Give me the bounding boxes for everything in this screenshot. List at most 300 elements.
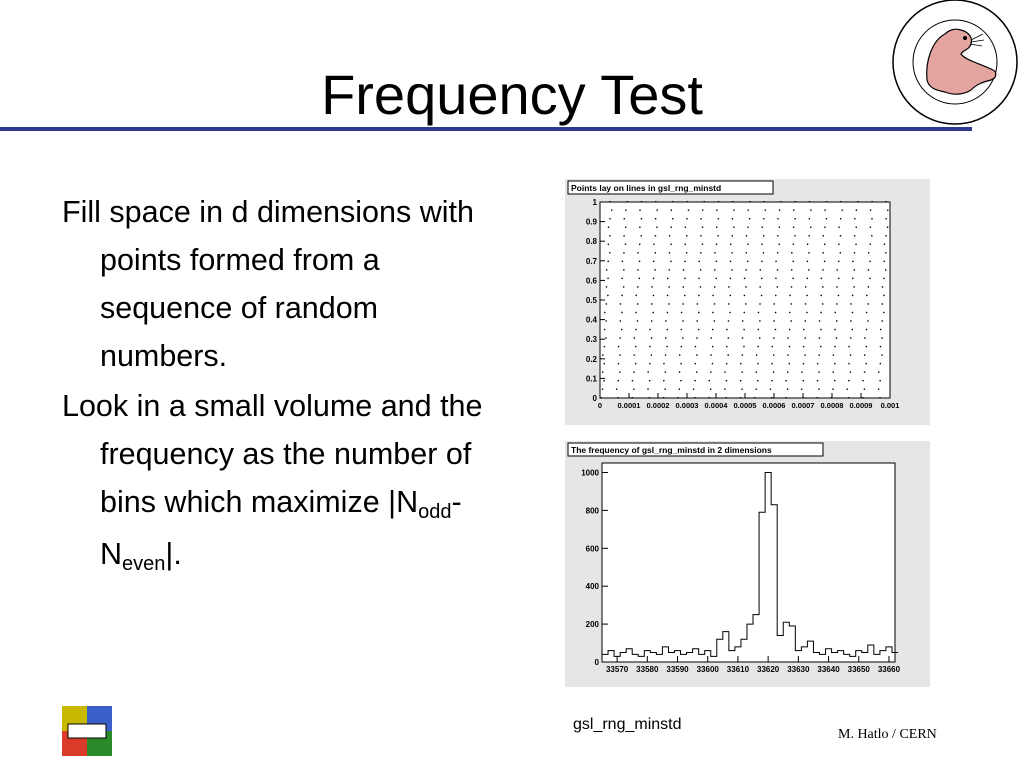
scatter-point (618, 363, 619, 364)
y-tick-label: 200 (585, 620, 599, 630)
scatter-point (833, 354, 834, 355)
y-tick-label: 0.2 (585, 354, 597, 364)
scatter-point (608, 244, 609, 245)
scatter-point (729, 312, 730, 313)
scatter-point (709, 380, 710, 381)
scatter-point (821, 295, 822, 296)
scatter-point (749, 218, 750, 219)
scatter-point (639, 227, 640, 228)
scatter-point (870, 210, 871, 211)
scatter-point (606, 303, 607, 304)
y-tick-label: 0 (594, 658, 599, 667)
scatter-point (731, 252, 732, 253)
scatter-point (743, 346, 744, 347)
scatter-point (712, 329, 713, 330)
scatter-point (684, 278, 685, 279)
scatter-point (794, 218, 795, 219)
scatter-point (606, 269, 607, 270)
scatter-point (809, 201, 810, 202)
scatter-point (608, 227, 609, 228)
bullet-paragraph-2 (62, 382, 502, 582)
bullet-paragraph-1: Fill space in d dimensions with points formed from a sequence of random numbers. (62, 195, 474, 373)
scatter-point (836, 337, 837, 338)
scatter-point (655, 252, 656, 253)
scatter-point (694, 397, 695, 398)
scatter-point (651, 320, 652, 321)
scatter-point (885, 235, 886, 236)
scatter-point (726, 346, 727, 347)
scatter-point (655, 235, 656, 236)
formula-post: |. (165, 537, 182, 571)
scatter-point (848, 397, 849, 398)
scatter-point (756, 371, 757, 372)
scatter-point (716, 261, 717, 262)
scatter-point (683, 269, 684, 270)
scatter-point (885, 218, 886, 219)
scatter-point (604, 329, 605, 330)
scatter-point (600, 397, 601, 398)
scatter-point (761, 295, 762, 296)
scatter-point (869, 261, 870, 262)
scatter-point (852, 312, 853, 313)
y-tick-label: 0.5 (585, 296, 597, 305)
scatter-point (649, 346, 650, 347)
scatter-point (685, 227, 686, 228)
scatter-point (836, 320, 837, 321)
scatter-point (771, 363, 772, 364)
scatter-point (864, 354, 865, 355)
chart-title: Points lay on lines in gsl_rng_minstd (571, 183, 722, 193)
scatter-point (637, 320, 638, 321)
scatter-point (884, 261, 885, 262)
scatter-point (819, 354, 820, 355)
scatter-point (820, 312, 821, 313)
scatter-point (850, 320, 851, 321)
scatter-point (710, 354, 711, 355)
figure-caption: gsl_rng_minstd (573, 716, 682, 733)
scatter-point (787, 337, 788, 338)
scatter-point (773, 303, 774, 304)
scatter-point (718, 201, 719, 202)
scatter-point (686, 218, 687, 219)
scatter-point (838, 295, 839, 296)
scatter-point (852, 261, 853, 262)
scatter-point (801, 371, 802, 372)
y-tick-label: 0.1 (585, 374, 597, 384)
scatter-point (742, 337, 743, 338)
scatter-point (641, 201, 642, 202)
scatter-point (743, 329, 744, 330)
scatter-point (826, 218, 827, 219)
scatter-point (744, 278, 745, 279)
scatter-point (887, 210, 888, 211)
scatter-point (633, 388, 634, 389)
x-tick-label: 0.0002 (646, 401, 670, 410)
scatter-point (731, 269, 732, 270)
scatter-point (677, 397, 678, 398)
scatter-point (653, 278, 654, 279)
lhc-environment-logo (885, 0, 1024, 130)
slide-body (62, 188, 502, 584)
scatter-point (698, 312, 699, 313)
scatter-point (856, 227, 857, 228)
scatter-point (740, 397, 741, 398)
scatter-point (848, 380, 849, 381)
scatter-point (795, 201, 796, 202)
scatter-point (696, 320, 697, 321)
scatter-point (718, 218, 719, 219)
paragraph-2-text: Look in a small volume and the frequency as the number of bins which maximize (62, 389, 483, 519)
scatter-point (700, 235, 701, 236)
scatter-point (834, 380, 835, 381)
scatter-point (740, 363, 741, 364)
lcg-logo (62, 706, 112, 756)
scatter-point (726, 329, 727, 330)
x-tick-label: 0.0007 (791, 401, 815, 410)
scatter-point (605, 337, 606, 338)
scatter-point (762, 227, 763, 228)
scatter-point (879, 397, 880, 398)
scatter-point (712, 312, 713, 313)
scatter-point (712, 346, 713, 347)
scatter-point (699, 261, 700, 262)
y-tick-label: 0.4 (585, 315, 597, 325)
scatter-point (880, 363, 881, 364)
scatter-point (667, 278, 668, 279)
scatter-point (834, 346, 835, 347)
x-tick-label: 0.0001 (617, 401, 641, 410)
scatter-point (763, 235, 764, 236)
scatter-point (647, 371, 648, 372)
scatter-point (821, 278, 822, 279)
y-tick-label: 0 (592, 394, 597, 403)
scatter-point (653, 295, 654, 296)
scatter-point (647, 388, 648, 389)
scatter-point (777, 235, 778, 236)
scatter-point (665, 371, 666, 372)
scatter-point (792, 278, 793, 279)
scatter-point (730, 278, 731, 279)
scatter-point (817, 363, 818, 364)
scatter-point (686, 235, 687, 236)
scatter-point (680, 363, 681, 364)
formula-sub-odd: odd (418, 501, 452, 523)
scatter-point (836, 286, 837, 287)
y-tick-label: 400 (585, 582, 599, 592)
scatter-point (616, 388, 617, 389)
scatter-point (702, 210, 703, 211)
scatter-point (618, 346, 619, 347)
scatter-point (756, 354, 757, 355)
scatter-point (732, 218, 733, 219)
scatter-point (850, 371, 851, 372)
scatter-point (717, 235, 718, 236)
y-tick-label: 800 (585, 506, 599, 516)
scatter-point (867, 320, 868, 321)
scatter-point (777, 286, 778, 287)
formula-sub-even: even (122, 553, 166, 575)
scatter-point (708, 397, 709, 398)
scatter-point (667, 295, 668, 296)
scatter-point (756, 388, 757, 389)
scatter-point (637, 286, 638, 287)
scatter-point (773, 320, 774, 321)
scatter-point (869, 278, 870, 279)
scatter-point (620, 303, 621, 304)
scatter-point (681, 346, 682, 347)
scatter-point (740, 380, 741, 381)
scatter-point (747, 261, 748, 262)
scatter-point (744, 312, 745, 313)
scatter-point (852, 329, 853, 330)
scatter-point (887, 227, 888, 228)
scatter-point (670, 227, 671, 228)
scatter-point (651, 286, 652, 287)
x-tick-label: 33620 (757, 665, 780, 674)
scatter-point (724, 388, 725, 389)
scatter-point (726, 397, 727, 398)
scatter-point (789, 363, 790, 364)
slide-title: Frequency Test (321, 63, 703, 126)
scatter-point (682, 320, 683, 321)
scatter-point (617, 397, 618, 398)
y-tick-label: 0.8 (585, 237, 597, 247)
scatter-point (682, 303, 683, 304)
scatter-point (880, 346, 881, 347)
scatter-point (763, 201, 764, 202)
scatter-point (728, 354, 729, 355)
scatter-point (807, 261, 808, 262)
scatter-point (637, 269, 638, 270)
scatter-point (606, 286, 607, 287)
scatter-point (864, 371, 865, 372)
y-tick-label: 0.7 (585, 256, 597, 266)
scatter-point (641, 218, 642, 219)
scatter-point (803, 329, 804, 330)
scatter-point (749, 201, 750, 202)
x-tick-label: 33610 (726, 665, 750, 674)
scatter-point (808, 269, 809, 270)
scatter-point (619, 371, 620, 372)
scatter-point (623, 286, 624, 287)
scatter-point (637, 252, 638, 253)
scatter-point (672, 201, 673, 202)
scatter-point (679, 388, 680, 389)
scatter-point (838, 227, 839, 228)
plot-frame (600, 202, 890, 398)
scatter-point (759, 320, 760, 321)
scatter-point (635, 312, 636, 313)
scatter-point (700, 218, 701, 219)
scatter-point (791, 269, 792, 270)
scatter-point (885, 252, 886, 253)
scatter-point (698, 295, 699, 296)
scatter-point (716, 244, 717, 245)
scatter-point (710, 337, 711, 338)
scatter-point (602, 388, 603, 389)
scatter-point (651, 354, 652, 355)
scatter-point (757, 380, 758, 381)
scatter-point (824, 210, 825, 211)
scatter-point (824, 244, 825, 245)
scatter-point (842, 210, 843, 211)
scatter-point (730, 244, 731, 245)
scatter-point (771, 380, 772, 381)
scatter-point (728, 320, 729, 321)
scatter-point (730, 295, 731, 296)
scatter-point (639, 244, 640, 245)
scatter-point (836, 269, 837, 270)
author-credit: M. Hatlo / CERN (838, 727, 937, 742)
scatter-point (654, 269, 655, 270)
scatter-point (854, 218, 855, 219)
scatter-point (785, 380, 786, 381)
scatter-point (619, 337, 620, 338)
scatter-point (848, 363, 849, 364)
scatter-point (641, 235, 642, 236)
scatter-point (604, 312, 605, 313)
scatter-point (649, 329, 650, 330)
scatter-point (818, 371, 819, 372)
scatter-point (716, 227, 717, 228)
x-tick-label: 0.0009 (849, 401, 873, 410)
scatter-point (607, 295, 608, 296)
scatter-point (712, 363, 713, 364)
scatter-point (779, 210, 780, 211)
scatter-point (684, 295, 685, 296)
scatter-point (791, 286, 792, 287)
scatter-point (810, 210, 811, 211)
scatter-point (686, 252, 687, 253)
scatter-point (632, 397, 633, 398)
scatter-point (745, 286, 746, 287)
scatter-point (850, 354, 851, 355)
scatter-point (714, 303, 715, 304)
scatter-point (665, 320, 666, 321)
scatter-point (667, 312, 668, 313)
scatter-point (649, 380, 650, 381)
scatter-point (746, 252, 747, 253)
scatter-point (822, 269, 823, 270)
scatter-point (808, 235, 809, 236)
scatter-point (838, 244, 839, 245)
plot-frame (602, 463, 895, 662)
scatter-point (773, 337, 774, 338)
scatter-point (862, 397, 863, 398)
scatter-point (741, 388, 742, 389)
scatter-point (608, 261, 609, 262)
scatter-point (653, 261, 654, 262)
scatter-point (704, 201, 705, 202)
scatter-point (685, 244, 686, 245)
scatter-point (852, 295, 853, 296)
scatter-point (680, 380, 681, 381)
scatter-point (696, 337, 697, 338)
scatter-point (847, 388, 848, 389)
scatter-point (747, 244, 748, 245)
scatter-point (665, 388, 666, 389)
scatter-point (726, 380, 727, 381)
scatter-point (663, 397, 664, 398)
scatter-point (804, 354, 805, 355)
scatter-point (850, 337, 851, 338)
scatter-point (834, 329, 835, 330)
scatter-point (818, 388, 819, 389)
scatter-point (633, 354, 634, 355)
scatter-point (671, 210, 672, 211)
scatter-point (775, 312, 776, 313)
scatter-point (780, 201, 781, 202)
scatter-point (881, 354, 882, 355)
scatter-point (855, 244, 856, 245)
scatter-point (761, 261, 762, 262)
scatter-point (777, 269, 778, 270)
scatter-point (866, 329, 867, 330)
scatter-point (627, 201, 628, 202)
scatter-point (728, 303, 729, 304)
scatter-point (618, 380, 619, 381)
scatter-point (832, 388, 833, 389)
scatter-point (670, 261, 671, 262)
y-tick-label: 0.3 (585, 335, 597, 345)
scatter-point (728, 286, 729, 287)
scatter-point (822, 286, 823, 287)
scatter-point (871, 235, 872, 236)
scatter-point (840, 252, 841, 253)
scatter-point (714, 286, 715, 287)
scatter-point (835, 312, 836, 313)
scatter-point (882, 320, 883, 321)
scatter-point (879, 380, 880, 381)
x-tick-label: 0.0006 (762, 401, 786, 410)
scatter-point (757, 346, 758, 347)
scatter-point (702, 227, 703, 228)
scatter-point (850, 303, 851, 304)
scatter-point (681, 329, 682, 330)
scatter-point (878, 371, 879, 372)
scatter-point (632, 380, 633, 381)
scatter-point (696, 371, 697, 372)
scatter-point (758, 329, 759, 330)
scatter-point (883, 312, 884, 313)
scatter-point (656, 210, 657, 211)
scatter-point (745, 303, 746, 304)
scatter-point (820, 346, 821, 347)
x-tick-label: 0.0003 (675, 401, 699, 410)
scatter-point (886, 201, 887, 202)
scatter-point (868, 252, 869, 253)
scatter-point (639, 261, 640, 262)
scatter-point (775, 329, 776, 330)
scatter-point (761, 278, 762, 279)
scatter-point (759, 303, 760, 304)
x-tick-label: 33600 (696, 665, 719, 674)
scatter-point (649, 397, 650, 398)
scatter-point (710, 388, 711, 389)
scatter-point (602, 371, 603, 372)
scatter-point (789, 329, 790, 330)
scatter-point (805, 303, 806, 304)
scatter-point (667, 329, 668, 330)
scatter-point (625, 210, 626, 211)
scatter-point (848, 346, 849, 347)
scatter-point (840, 218, 841, 219)
scatter-point (807, 278, 808, 279)
scatter-point (637, 303, 638, 304)
scatter-point (817, 380, 818, 381)
scatter-point (878, 388, 879, 389)
scatter-point (714, 320, 715, 321)
